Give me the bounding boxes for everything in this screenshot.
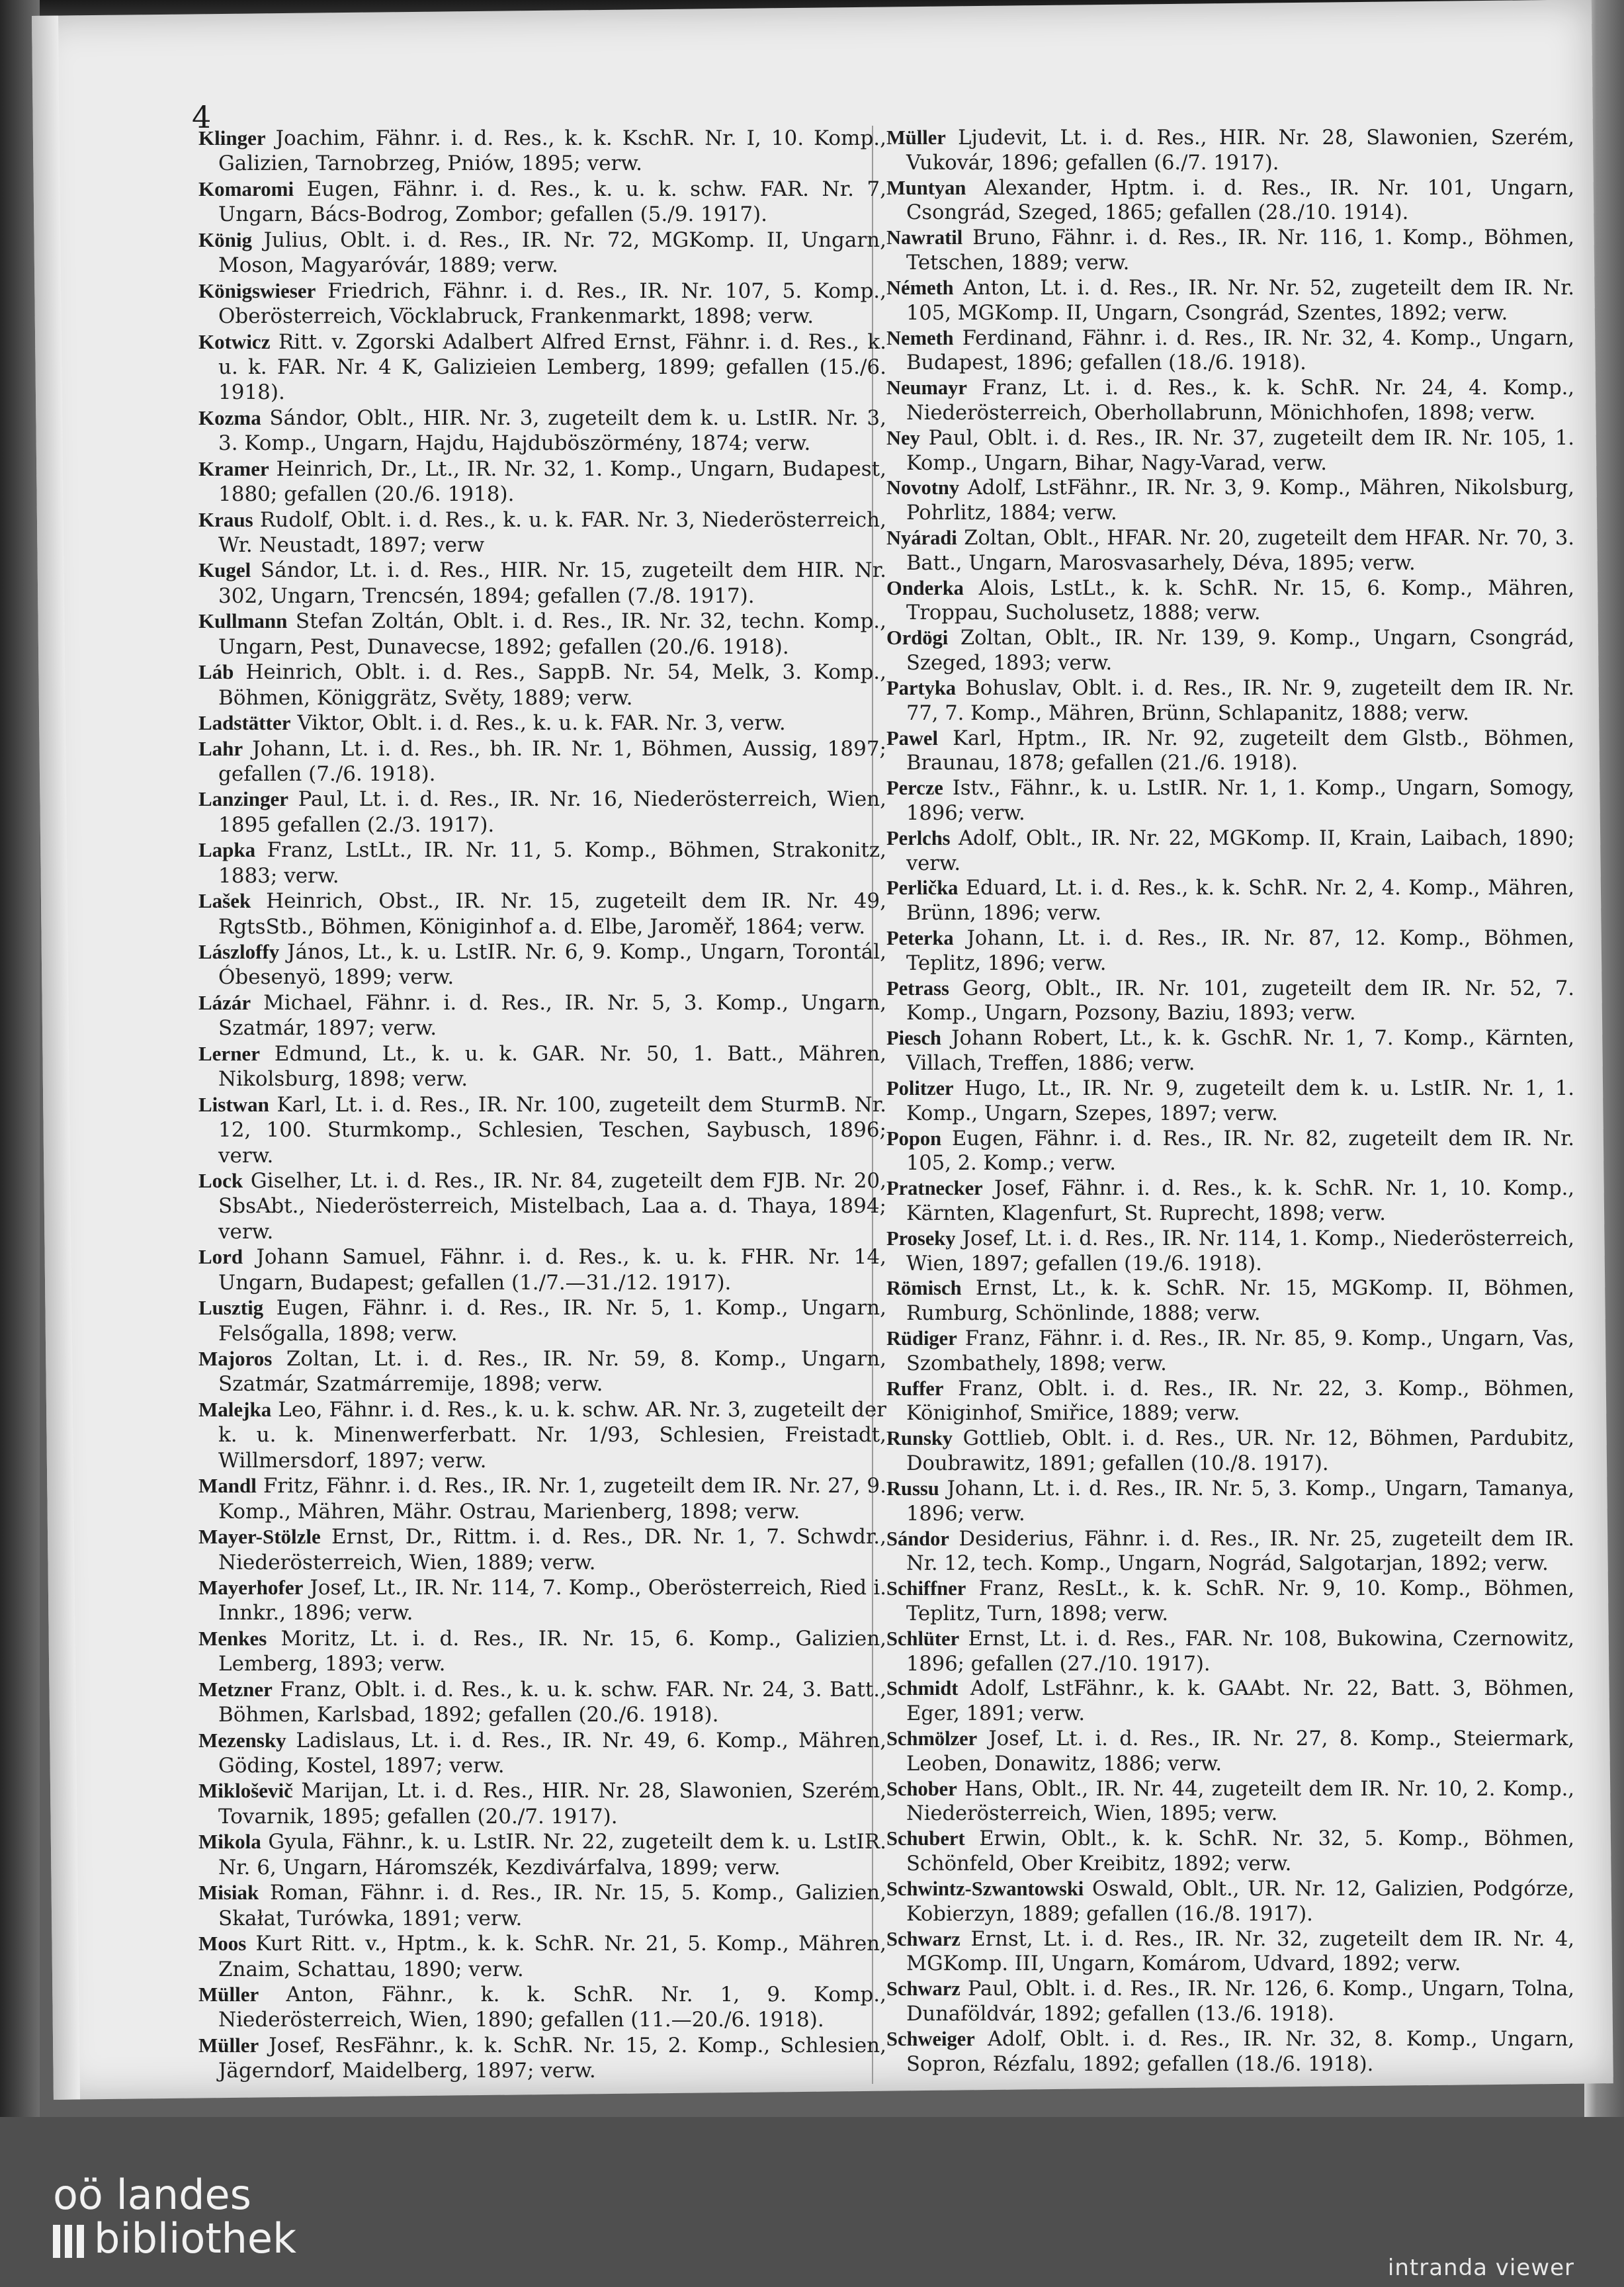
- entry-details: Alexander, Hptm. i. d. Res., IR. Nr. 101, Ungarn, Csongrád, Szeged, 1865; gefallen (28./10. 1914).: [906, 176, 1575, 225]
- register-entry: [198, 939, 886, 990]
- entry-surname: Schweiger: [886, 2027, 975, 2050]
- entry-details: Johann, Lt. i. d. Res., bh. IR. Nr. 1, Böhmen, Aussig, 1897; gefallen (7./6. 1918).: [218, 736, 886, 786]
- register-entry: [886, 176, 1574, 226]
- entry-details: Karl, Hptm., IR. Nr. 92, zugeteilt dem Glstb., Böhmen, Braunau, 1878; gefallen (21./6. 1918).: [906, 726, 1574, 775]
- register-entry: [198, 609, 886, 660]
- entry-surname: Kotwicz: [198, 329, 271, 353]
- register-entry: [886, 1377, 1574, 1427]
- entry-details: Sándor, Lt. i. d. Res., HIR. Nr. 15, zugeteilt dem HIR. Nr. 302, Ungarn, Trencsén, 1894; gefallen (7./8. 1917).: [218, 558, 886, 608]
- entry-surname: Sándor: [886, 1527, 949, 1550]
- entry-surname: Königswieser: [198, 279, 316, 302]
- entry-surname: Lászloffy: [198, 940, 280, 963]
- entry-details: Ernst, Lt. i. d. Res., IR. Nr. 32, zugeteilt dem IR. Nr. 4, MGKomp. III, Ungarn, Komárom, Udvard, 1892; verw.: [906, 1927, 1574, 1976]
- entry-details: Kurt Ritt. v., Hptm., k. k. SchR. Nr. 21, 5. Komp., Mähren, Znaim, Schattau, 1890; verw.: [218, 1932, 886, 1981]
- entry-surname: Klinger: [198, 126, 266, 150]
- logo-line-2: [53, 2214, 296, 2263]
- entry-details: Ernst, Lt. i. d. Res., FAR. Nr. 108, Bukowina, Czernowitz, 1896; gefallen (27./10. 1917).: [906, 1627, 1574, 1676]
- register-entry: [886, 1477, 1574, 1527]
- entry-surname: Lanzinger: [198, 787, 289, 811]
- entry-details: Desiderius, Fähnr. i. d. Res., IR. Nr. 25, zugeteilt dem IR. Nr. 12, tech. Komp., Ungarn, Nográd, Salgotarjan, 1892; verw.: [906, 1527, 1574, 1576]
- entry-details: Hans, Oblt., IR. Nr. 44, zugeteilt dem IR. Nr. 10, 2. Komp., Niederösterreich, Wien, 1895; verw.: [906, 1777, 1574, 1826]
- entry-details: Ernst, Lt., k. k. SchR. Nr. 15, MGKomp. II, Böhmen, Rumburg, Schönlinde, 1888; verw.: [906, 1277, 1574, 1326]
- entry-surname: Lusztig: [198, 1296, 264, 1320]
- register-entry: [198, 1982, 886, 2033]
- register-entry: [886, 826, 1574, 877]
- register-entry: [886, 1627, 1574, 1677]
- entry-details: Heinrich, Dr., Lt., IR. Nr. 32, 1. Komp., Ungarn, Budapest, 1880; gefallen (20./6. 1918).: [218, 456, 886, 507]
- entry-surname: Perlička: [886, 877, 959, 900]
- register-entry: [198, 279, 886, 329]
- entry-details: Roman, Fähnr. i. d. Res., IR. Nr. 15, 5. Komp., Galizien, Skałat, Turówka, 1891; verw.: [218, 1881, 886, 1930]
- entry-surname: Nemeth: [886, 326, 954, 349]
- entry-surname: Listwan: [198, 1092, 269, 1116]
- entry-surname: Lord: [198, 1245, 243, 1269]
- entry-surname: Mayerhofer: [198, 1575, 304, 1599]
- entry-details: Anton, Fähnr., k. k. SchR. Nr. 1, 9. Komp., Niederösterreich, Wien, 1890; gefallen (11.—20./6. 1918).: [218, 1982, 886, 2032]
- right-column: [886, 126, 1574, 2077]
- register-entry: [886, 776, 1574, 826]
- register-entry: [198, 1524, 886, 1575]
- entry-details: Ferdinand, Fähnr. i. d. Res., IR. Nr. 32, 4. Komp., Ungarn, Budapest, 1896; gefallen (18./6. 1918).: [906, 326, 1574, 375]
- entry-details: Georg, Oblt., IR. Nr. 101, zugeteilt dem IR. Nr. 52, 7. Komp., Ungarn, Pozsony, Baziu, 1893; verw.: [906, 976, 1574, 1025]
- register-entry: [886, 1127, 1574, 1177]
- register-entry: [886, 476, 1574, 526]
- entry-surname: Lerner: [198, 1041, 260, 1065]
- register-entry: [886, 276, 1574, 326]
- register-entry: [886, 576, 1574, 626]
- entry-surname: Kugel: [198, 558, 251, 582]
- entry-details: Josef, Lt. i. d. Res., IR. Nr. 114, 1. Komp., Niederösterreich, Wien, 1897; gefallen (19./6. 1918).: [906, 1227, 1574, 1275]
- entry-surname: Schiffner: [886, 1577, 966, 1600]
- entry-details: Paul, Oblt. i. d. Res., IR. Nr. 126, 6. Komp., Ungarn, Tolna, Dunaföldvár, 1892; gefallen (13./6. 1918).: [906, 1977, 1574, 2026]
- entry-surname: Kramer: [198, 456, 269, 480]
- entry-details: Hugo, Lt., IR. Nr. 9, zugeteilt dem k. u. LstIR. Nr. 1, 1. Komp., Ungarn, Szepes, 1897; verw.: [906, 1076, 1574, 1125]
- register-entry: [198, 1346, 886, 1397]
- entry-details: Rudolf, Oblt. i. d. Res., k. u. k. FAR. Nr. 3, Niederösterreich, Wr. Neustadt, 1897; verw: [218, 507, 886, 557]
- entry-details: Heinrich, Obst., IR. Nr. 15, zugeteilt dem IR. Nr. 49, RgtsStb., Böhmen, Königinhof a. d. Elbe, Jaroměř, 1864; verw.: [218, 889, 887, 939]
- entry-details: Michael, Fähnr. i. d. Res., IR. Nr. 5, 3. Komp., Ungarn, Szatmár, 1897; verw.: [218, 990, 886, 1041]
- entry-surname: Müller: [198, 2033, 259, 2057]
- register-entry: [886, 376, 1574, 426]
- entry-details: Leo, Fähnr. i. d. Res., k. u. k. schw. AR. Nr. 3, zugeteilt der k. u. k. Minenwerferbatt. Nr. 1/93, Schlesien, Freistadt, Willmersdorf, 1897; verw.: [218, 1397, 886, 1473]
- entry-surname: Runsky: [886, 1427, 953, 1450]
- entry-details: Gyula, Fähnr., k. u. LstIR. Nr. 22, zugeteilt dem k. u. LstIR. Nr. 6, Ungarn, Háromszék, Kezdivárfalva, 1899; verw.: [218, 1830, 886, 1879]
- entry-details: Edmund, Lt., k. u. k. GAR. Nr. 50, 1. Batt., Mähren, Nikolsburg, 1898; verw.: [218, 1041, 886, 1092]
- entry-details: Sándor, Oblt., HIR. Nr. 3, zugeteilt dem k. u. LstIR. Nr. 3, 3. Komp., Ungarn, Hajdu, Hajduböszörmény, 1874; verw.: [218, 406, 886, 456]
- entry-surname: Piesch: [886, 1027, 942, 1050]
- entry-details: Julius, Oblt. i. d. Res., IR. Nr. 72, MGKomp. II, Ungarn, Moson, Magyaróvár, 1889; verw.: [218, 228, 886, 278]
- entry-surname: Misiak: [198, 1881, 259, 1905]
- entry-details: Giselher, Lt. i. d. Res., IR. Nr. 84, zugeteilt dem FJB. Nr. 20, SbsAbt., Niederösterreich, Mistelbach, Laa a. d. Thaya, 1894; verw.: [218, 1168, 887, 1244]
- entry-surname: Mezensky: [198, 1728, 286, 1752]
- register-entry: [198, 1041, 886, 1092]
- entry-details: Franz, Oblt. i. d. Res., IR. Nr. 22, 3. Komp., Böhmen, Königinhof, Smiřice, 1889; verw.: [906, 1377, 1574, 1426]
- register-entry: [198, 126, 886, 177]
- entry-details: Istv., Fähnr., k. u. LstIR. Nr. 1, 1. Komp., Ungarn, Somogy, 1896; verw.: [906, 777, 1574, 825]
- entry-details: János, Lt., k. u. LstIR. Nr. 6, 9. Komp., Ungarn, Torontál, Óbesenyö, 1899; verw.: [218, 940, 886, 990]
- entry-surname: Schubert: [886, 1827, 965, 1850]
- register-entry: [886, 1576, 1574, 1627]
- entry-surname: Schwintz-Szwantowski: [886, 1877, 1084, 1900]
- entry-surname: Neumayr: [886, 376, 967, 400]
- register-entry: [198, 1778, 886, 1829]
- register-entry: [886, 526, 1574, 576]
- entry-surname: Mikola: [198, 1830, 261, 1854]
- entry-surname: Kullmann: [198, 609, 288, 633]
- register-entry: [886, 426, 1574, 476]
- entry-surname: Kraus: [198, 507, 253, 531]
- entry-details: Zoltan, Oblt., IR. Nr. 139, 9. Komp., Ungarn, Csongrád, Szeged, 1893; verw.: [906, 626, 1574, 675]
- register-entry: [198, 507, 886, 558]
- entry-surname: Nawratil: [886, 226, 963, 249]
- register-entry: [886, 976, 1574, 1027]
- register-entry: [198, 1473, 886, 1524]
- entry-details: Anton, Lt. i. d. Res., IR. Nr. Nr. 52, zugeteilt dem IR. Nr. 105, MGKomp. II, Ungarn, Csongrád, Szentes, 1892; verw.: [906, 276, 1574, 325]
- entry-details: Franz, ResLt., k. k. SchR. Nr. 9, 10. Komp., Böhmen, Teplitz, Turn, 1898; verw.: [906, 1577, 1574, 1625]
- register-entry: [198, 1575, 886, 1626]
- register-entry: [886, 1026, 1574, 1076]
- entry-surname: Lapka: [198, 838, 256, 862]
- entry-details: Ritt. v. Zgorski Adalbert Alfred Ernst, Fähnr. i. d. Res., k. u. k. FAR. Nr. 4 K, Galizieien Lemberg, 1899; gefallen (15./6. 1918).: [218, 329, 887, 405]
- entry-surname: Moos: [198, 1932, 247, 1956]
- entry-details: Franz, Lt. i. d. Res., k. k. SchR. Nr. 24, 4. Komp., Niederösterreich, Oberhollabrunn, Mönichhofen, 1898; verw.: [906, 376, 1574, 425]
- register-entry: [886, 626, 1574, 676]
- register-entry: [886, 1227, 1574, 1277]
- register-entry: [198, 1728, 886, 1779]
- entry-details: Franz, Fähnr. i. d. Res., IR. Nr. 85, 9. Komp., Ungarn, Vas, Szombathely, 1898; verw.: [906, 1327, 1574, 1375]
- entry-details: Ljudevit, Lt. i. d. Res., HIR. Nr. 28, Slawonien, Szerém, Vukovár, 1896; gefallen (6./7. 1917).: [906, 126, 1574, 175]
- entry-details: Oswald, Oblt., UR. Nr. 12, Galizien, Podgórze, Kobierzyn, 1889; gefallen (16./8. 1917).: [906, 1877, 1574, 1926]
- entry-details: Adolf, Oblt. i. d. Res., IR. Nr. 32, 8. Komp., Ungarn, Sopron, Rézfalu, 1892; gefallen (18./6. 1918).: [906, 2027, 1574, 2076]
- entry-surname: Proseky: [886, 1227, 956, 1250]
- register-entry: [198, 1168, 886, 1244]
- entry-details: Eugen, Fähnr. i. d. Res., k. u. k. schw. FAR. Nr. 7, Ungarn, Bács-Bodrog, Zombor; gefallen (5./9. 1917).: [218, 177, 887, 227]
- register-entry: [198, 1829, 886, 1880]
- register-entry: [198, 1880, 886, 1931]
- register-entry: [886, 1676, 1574, 1727]
- entry-surname: Mikloševič: [198, 1779, 293, 1803]
- entry-details: Eugen, Fähnr. i. d. Res., IR. Nr. 82, zugeteilt dem IR. Nr. 105, 2. Komp.; verw.: [906, 1127, 1574, 1176]
- register-entry: [886, 1276, 1574, 1326]
- entry-details: Stefan Zoltán, Oblt. i. d. Res., IR. Nr. 32, techn. Komp., Ungarn, Pest, Dunavecse, 1892; gefallen (20./6. 1918).: [218, 609, 886, 659]
- entry-surname: Malejka: [198, 1397, 272, 1421]
- register-entry: [886, 926, 1574, 976]
- register-entry: [198, 1931, 886, 1982]
- register-entry: [198, 1626, 886, 1677]
- entry-surname: Németh: [886, 276, 954, 299]
- logo-bars-icon: [53, 2225, 85, 2258]
- entry-details: Franz, Oblt. i. d. Res., k. u. k. schw. FAR. Nr. 24, 3. Batt., Böhmen, Karlsbad, 1892; gefallen (20./6. 1918).: [218, 1677, 886, 1727]
- entry-surname: Schwarz: [886, 1977, 961, 2001]
- entry-surname: Nyáradi: [886, 527, 957, 549]
- entry-details: Bruno, Fähnr. i. d. Res., IR. Nr. 116, 1. Komp., Böhmen, Tetschen, 1889; verw.: [906, 226, 1574, 275]
- entry-surname: Ruffer: [886, 1377, 944, 1400]
- register-entry: [886, 1877, 1574, 1927]
- register-entry: [886, 876, 1574, 926]
- register-entry: [886, 226, 1574, 276]
- register-entry: [198, 736, 886, 787]
- register-entry: [198, 838, 886, 888]
- entry-surname: Percze: [886, 777, 943, 800]
- entry-details: Josef, ResFähnr., k. k. SchR. Nr. 15, 2. Komp., Schlesien, Jägerndorf, Maidelberg, 1897; verw.: [218, 2033, 886, 2083]
- register-entry: [198, 406, 886, 456]
- entry-surname: Muntyan: [886, 176, 966, 199]
- entry-details: Heinrich, Oblt. i. d. Res., SappB. Nr. 54, Melk, 3. Komp., Böhmen, Königgrätz, Světy, 1889; verw.: [218, 660, 886, 710]
- entry-surname: Partyka: [886, 676, 957, 699]
- entry-details: Friedrich, Fähnr. i. d. Res., IR. Nr. 107, 5. Komp., Oberösterreich, Vöcklabruck, Frankenmarkt, 1898; verw.: [218, 279, 886, 329]
- register-entry: [198, 1677, 886, 1728]
- register-entry: [886, 1977, 1574, 2027]
- book-spine-edge: [0, 0, 40, 2117]
- entry-surname: Mandl: [198, 1474, 257, 1498]
- entry-details: Alois, LstLt., k. k. SchR. Nr. 15, 6. Komp., Mähren, Troppau, Sucholusetz, 1888; verw.: [906, 576, 1574, 625]
- entry-details: Fritz, Fähnr. i. d. Res., IR. Nr. 1, zugeteilt dem IR. Nr. 27, 9. Komp., Mähren, Mähr. Ostrau, Marienberg, 1898; verw.: [218, 1474, 886, 1524]
- logo-line-2-text: bibliothek: [94, 2214, 296, 2263]
- register-entry: [886, 2027, 1574, 2077]
- entry-details: Adolf, LstFähnr., IR. Nr. 3, 9. Komp., Mähren, Nikolsburg, Pohrlitz, 1884; verw.: [906, 476, 1574, 525]
- entry-details: Eugen, Fähnr. i. d. Res., IR. Nr. 5, 1. Komp., Ungarn, Felsőgalla, 1898; verw.: [218, 1296, 886, 1346]
- entry-details: Joachim, Fähnr. i. d. Res., k. k. KschR. Nr. I, 10. Komp., Galizien, Tarnobrzeg, Pniów, 1895; verw.: [218, 126, 886, 176]
- entry-surname: Lahr: [198, 736, 243, 760]
- entry-surname: Russu: [886, 1477, 939, 1500]
- entry-surname: Novotny: [886, 476, 960, 499]
- entry-details: Paul, Lt. i. d. Res., IR. Nr. 16, Niederösterreich, Wien, 1895 gefallen (2./3. 1917).: [218, 787, 886, 837]
- register-entry: [886, 126, 1574, 176]
- entry-details: Josef, Lt., IR. Nr. 114, 7. Komp., Oberösterreich, Ried i. Innkr., 1896; verw.: [218, 1575, 887, 1625]
- entry-surname: Schmölzer: [886, 1727, 978, 1750]
- register-entry: [198, 1397, 886, 1473]
- entry-surname: Schmidt: [886, 1677, 959, 1700]
- register-entry: [886, 1426, 1574, 1477]
- entry-surname: Ney: [886, 426, 920, 449]
- register-entry: [198, 888, 886, 939]
- entry-details: Ladislaus, Lt. i. d. Res., IR. Nr. 49, 6. Komp., Mähren, Göding, Kostel, 1897; verw.: [218, 1728, 886, 1778]
- entry-details: Erwin, Oblt., k. k. SchR. Nr. 32, 5. Komp., Böhmen, Schönfeld, Ober Kreibitz, 1892; verw.: [906, 1827, 1574, 1876]
- entry-details: Ernst, Dr., Rittm. i. d. Res., DR. Nr. 1, 7. Schwdr., Niederösterreich, Wien, 1889; verw.: [218, 1525, 887, 1575]
- entry-details: Johann, Lt. i. d. Res., IR. Nr. 87, 12. Komp., Böhmen, Teplitz, 1896; verw.: [906, 927, 1574, 975]
- entry-surname: Lázár: [198, 990, 251, 1014]
- register-entry: [886, 1326, 1574, 1377]
- register-entry: [198, 711, 886, 736]
- entry-details: Moritz, Lt. i. d. Res., IR. Nr. 15, 6. Komp., Galizien, Lemberg, 1893; verw.: [218, 1626, 887, 1676]
- entry-surname: Mayer-Stölzle: [198, 1525, 321, 1549]
- register-entry: [198, 228, 886, 279]
- entry-surname: Kozma: [198, 406, 261, 429]
- entry-surname: Lock: [198, 1168, 243, 1192]
- entry-details: Johann, Lt. i. d. Res., IR. Nr. 5, 3. Komp., Ungarn, Tamanya, 1896; verw.: [906, 1477, 1574, 1526]
- register-entry: [198, 660, 886, 711]
- entry-surname: Römisch: [886, 1277, 962, 1300]
- register-entry: [886, 1727, 1574, 1777]
- register-entry: [198, 1244, 886, 1295]
- left-column: [198, 126, 886, 2084]
- entry-details: Zoltan, Lt. i. d. Res., IR. Nr. 59, 8. Komp., Ungarn, Szatmár, Szatmárremije, 1898; verw.: [218, 1347, 886, 1397]
- entry-surname: Majoros: [198, 1347, 273, 1370]
- register-entry: [886, 1827, 1574, 1877]
- register-entry: [886, 726, 1574, 777]
- entry-surname: Menkes: [198, 1626, 267, 1650]
- entry-details: Gottlieb, Oblt. i. d. Res., UR. Nr. 12, Böhmen, Pardubitz, Doubrawitz, 1891; gefallen (10./8. 1917).: [906, 1427, 1574, 1476]
- register-entry: [198, 1092, 886, 1168]
- entry-surname: Láb: [198, 660, 234, 684]
- entry-details: Paul, Oblt. i. d. Res., IR. Nr. 37, zugeteilt dem IR. Nr. 105, 1. Komp., Ungarn, Bihar, Nagy-Varad, verw.: [906, 426, 1574, 475]
- entry-surname: Peterka: [886, 927, 954, 949]
- entry-surname: Ladstätter: [198, 711, 291, 735]
- entry-details: Zoltan, Oblt., HFAR. Nr. 20, zugeteilt dem HFAR. Nr. 70, 3. Batt., Ungarn, Marosvasarhely, Déva, 1895; verw.: [906, 527, 1574, 575]
- entry-surname: Perlchs: [886, 826, 951, 849]
- entry-details: Josef, Lt. i. d. Res., IR. Nr. 27, 8. Komp., Steiermark, Leoben, Donawitz, 1886; verw.: [906, 1727, 1575, 1776]
- register-entry: [886, 1777, 1574, 1827]
- entry-details: Franz, LstLt., IR. Nr. 11, 5. Komp., Böhmen, Strakonitz, 1883; verw.: [218, 838, 886, 888]
- register-entry: [886, 1527, 1574, 1577]
- entry-surname: Müller: [198, 1982, 259, 2006]
- register-entry: [886, 1176, 1574, 1227]
- register-entry: [198, 787, 886, 838]
- register-entry: [886, 676, 1574, 726]
- entry-surname: Politzer: [886, 1076, 954, 1100]
- register-entry: [198, 329, 886, 406]
- entry-details: Adolf, LstFähnr., k. k. GAAbt. Nr. 22, Batt. 3, Böhmen, Eger, 1891; verw.: [906, 1677, 1574, 1726]
- register-entry: [198, 456, 886, 507]
- register-entry: [886, 326, 1574, 376]
- entry-surname: Schlüter: [886, 1627, 960, 1650]
- register-entry: [886, 1076, 1574, 1127]
- register-entry: [886, 1927, 1574, 1977]
- entry-surname: Popon: [886, 1127, 942, 1150]
- entry-details: Johann Samuel, Fähnr. i. d. Res., k. u. k. FHR. Nr. 14, Ungarn, Budapest; gefallen (1./7.—31./12. 1917).: [218, 1245, 886, 1295]
- entry-surname: König: [198, 228, 252, 251]
- entry-details: Karl, Lt. i. d. Res., IR. Nr. 100, zugeteilt dem SturmB. Nr. 12, 100. Sturmkomp., Schlesien, Teschen, Saybusch, 1896; verw.: [218, 1092, 886, 1168]
- entry-surname: Petrass: [886, 976, 949, 1000]
- entry-details: Viktor, Oblt. i. d. Res., k. u. k. FAR. Nr. 3, verw.: [297, 711, 786, 736]
- entry-surname: Pawel: [886, 726, 938, 750]
- entry-surname: Lašek: [198, 889, 251, 913]
- entry-surname: Onderka: [886, 576, 964, 599]
- page-number: 4: [192, 99, 212, 135]
- entry-surname: Metzner: [198, 1677, 273, 1701]
- entry-surname: Komaromi: [198, 177, 294, 200]
- register-entry: [198, 558, 886, 609]
- entry-details: Marijan, Lt. i. d. Res., HIR. Nr. 28, Slawonien, Szerém, Tovarnik, 1895; gefallen (20./7. 1917).: [218, 1779, 886, 1829]
- entry-surname: Schwarz: [886, 1927, 961, 1950]
- register-entry: [198, 1295, 886, 1346]
- entry-surname: Müller: [886, 126, 946, 149]
- entry-details: Josef, Fähnr. i. d. Res., k. k. SchR. Nr. 1, 10. Komp., Kärnten, Klagenfurt, St. Ruprecht, 1898; verw.: [906, 1177, 1574, 1225]
- entry-surname: Ordögi: [886, 626, 949, 650]
- register-entry: [198, 177, 886, 228]
- entry-surname: Rüdiger: [886, 1327, 957, 1350]
- register-entry: [198, 2033, 886, 2084]
- logo-line-1: oö landes: [53, 2171, 251, 2219]
- entry-surname: Pratnecker: [886, 1177, 983, 1200]
- library-logo[interactable]: [53, 2173, 296, 2261]
- entry-surname: Schober: [886, 1777, 957, 1800]
- entry-details: Bohuslav, Oblt. i. d. Res., IR. Nr. 9, zugeteilt dem IR. Nr. 77, 7. Komp., Mähren, Brünn, Schlapanitz, 1888; verw.: [906, 676, 1574, 725]
- register-entry: [198, 990, 886, 1041]
- entry-details: Eduard, Lt. i. d. Res., k. k. SchR. Nr. 2, 4. Komp., Mähren, Brünn, 1896; verw.: [906, 877, 1574, 926]
- viewer-label: intranda viewer: [1387, 2255, 1574, 2281]
- entry-details: Adolf, Oblt., IR. Nr. 22, MGKomp. II, Krain, Laibach, 1890; verw.: [906, 826, 1574, 875]
- entry-details: Johann Robert, Lt., k. k. GschR. Nr. 1, 7. Komp., Kärnten, Villach, Treffen, 1886; verw.: [906, 1027, 1574, 1076]
